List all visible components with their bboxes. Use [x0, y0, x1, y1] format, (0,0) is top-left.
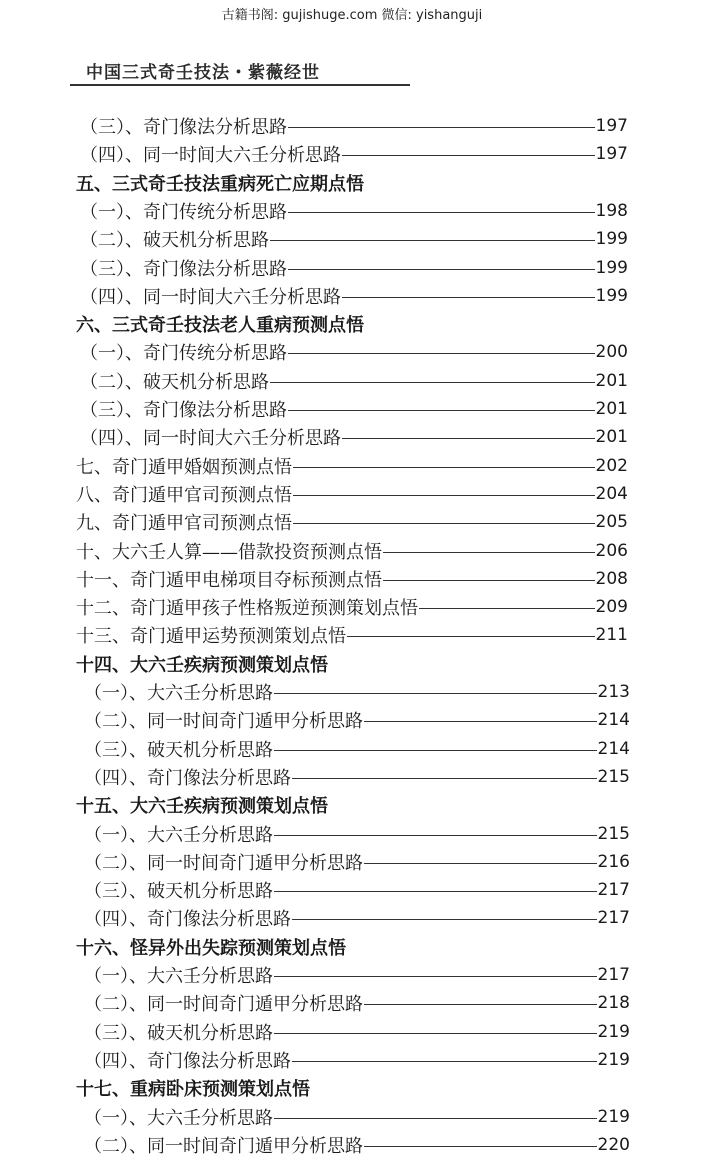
toc-entry-title: （三）、破天机分析思路	[84, 1023, 273, 1044]
toc-page-number: 214	[597, 710, 630, 730]
toc-entry	[76, 537, 628, 565]
toc-entry	[76, 480, 628, 508]
toc-entry-title: 十六、怪异外出失踪预测策划点悟	[76, 938, 346, 959]
toc-entry-title: （三）、破天机分析思路	[84, 740, 273, 761]
toc-entry-title: 十五、大六壬疾病预测策划点悟	[76, 796, 328, 817]
toc-page-number: 201	[595, 399, 628, 419]
toc-page-number: 200	[595, 342, 628, 362]
toc-entry	[80, 282, 628, 310]
toc-entry-title: （一）、大六壬分析思路	[84, 825, 273, 846]
toc-entry-title: （三）、破天机分析思路	[84, 881, 273, 902]
toc-entry-title: 十、大六壬人算——借款投资预测点悟	[76, 542, 382, 563]
toc-page-number: 219	[597, 1050, 630, 1070]
toc-entry-title: （二）、同一时间奇门遁甲分析思路	[84, 711, 363, 732]
toc-entry	[80, 367, 628, 395]
toc-leader-line	[364, 863, 597, 864]
running-header: 中国三式奇壬技法・紫薇经世	[86, 63, 320, 83]
toc-leader-line	[288, 410, 595, 411]
toc-entry	[80, 338, 628, 366]
toc-page-number: 217	[597, 965, 630, 985]
toc-entry-title: （一）、奇门传统分析思路	[80, 343, 287, 364]
toc-entry-title: （二）、破天机分析思路	[80, 372, 269, 393]
toc-entry-title: （一）、大六壬分析思路	[84, 1108, 273, 1129]
toc-page-number: 215	[597, 767, 630, 787]
toc-section-heading	[76, 1074, 636, 1102]
toc-entry	[84, 706, 630, 734]
toc-leader-line	[347, 636, 595, 637]
toc-entry	[76, 621, 628, 649]
toc-entry-title: （二）、同一时间奇门遁甲分析思路	[84, 1136, 363, 1157]
toc-entry-title: 六、三式奇壬技法老人重病预测点悟	[76, 315, 364, 336]
toc-leader-line	[274, 693, 597, 694]
toc-entry	[80, 395, 628, 423]
toc-entry-title: （四）、奇门像法分析思路	[84, 768, 291, 789]
toc-entry-title: 十四、大六壬疾病预测策划点悟	[76, 655, 328, 676]
toc-entry-title: （二）、同一时间奇门遁甲分析思路	[84, 853, 363, 874]
toc-entry	[84, 1103, 630, 1131]
toc-leader-line	[292, 778, 597, 779]
toc-page-number: 204	[595, 484, 628, 504]
toc-leader-line	[270, 382, 595, 383]
toc-entry	[84, 1131, 630, 1159]
toc-page-number: 205	[595, 512, 628, 532]
toc-entry	[76, 508, 628, 536]
toc-leader-line	[342, 155, 595, 156]
toc-entry	[80, 225, 628, 253]
toc-entry	[80, 140, 628, 168]
toc-entry	[84, 678, 630, 706]
toc-page-number: 202	[595, 456, 628, 476]
toc-entry-title: （一）、大六壬分析思路	[84, 966, 273, 987]
toc-leader-line	[274, 1033, 597, 1034]
toc-entry	[84, 961, 630, 989]
toc-leader-line	[292, 919, 597, 920]
toc-leader-line	[274, 750, 597, 751]
toc-entry-title: （四）、同一时间大六壬分析思路	[80, 287, 341, 308]
toc-entry	[84, 848, 630, 876]
toc-leader-line	[288, 353, 595, 354]
toc-page-number: 209	[595, 597, 628, 617]
toc-page-number: 198	[595, 201, 628, 221]
toc-entry-title: （四）、奇门像法分析思路	[84, 909, 291, 930]
toc-entry-title: （三）、奇门像法分析思路	[80, 117, 287, 138]
toc-entry	[84, 876, 630, 904]
toc-entry	[76, 452, 628, 480]
toc-entry	[76, 565, 628, 593]
toc-entry	[84, 989, 630, 1017]
toc-entry	[84, 820, 630, 848]
toc-leader-line	[270, 240, 595, 241]
toc-page-number: 197	[595, 116, 628, 136]
toc-entry-title: 七、奇门遁甲婚姻预测点悟	[76, 457, 292, 478]
toc-entry	[80, 423, 628, 451]
toc-entry-title: （四）、同一时间大六壬分析思路	[80, 145, 341, 166]
toc-entry-title: （四）、奇门像法分析思路	[84, 1051, 291, 1072]
toc-page-number: 201	[595, 427, 628, 447]
toc-entry-title: 九、奇门遁甲官司预测点悟	[76, 513, 292, 534]
toc-entry	[84, 1046, 630, 1074]
toc-page-number: 217	[597, 908, 630, 928]
toc-entry	[84, 1018, 630, 1046]
toc-entry	[80, 197, 628, 225]
toc-entry-title: （一）、大六壬分析思路	[84, 683, 273, 704]
toc-entry	[84, 735, 630, 763]
toc-page-number: 219	[597, 1107, 630, 1127]
toc-leader-line	[292, 1061, 597, 1062]
toc-page-number: 206	[595, 541, 628, 561]
toc-leader-line	[274, 835, 597, 836]
toc-leader-line	[274, 976, 597, 977]
toc-entry	[76, 593, 628, 621]
toc-section-heading	[76, 169, 636, 197]
toc-leader-line	[383, 580, 595, 581]
toc-leader-line	[274, 1118, 597, 1119]
toc-section-heading	[76, 650, 636, 678]
toc-entry-title: （三）、奇门像法分析思路	[80, 400, 287, 421]
toc-entry-title: （二）、破天机分析思路	[80, 230, 269, 251]
toc-page-number: 197	[595, 144, 628, 164]
toc-entry-title: 十一、奇门遁甲电梯项目夺标预测点悟	[76, 570, 382, 591]
toc-entry	[80, 254, 628, 282]
toc-entry	[84, 904, 630, 932]
toc-entry-title: 八、奇门遁甲官司预测点悟	[76, 485, 292, 506]
toc-leader-line	[383, 552, 595, 553]
toc-leader-line	[364, 1146, 597, 1147]
toc-page-number: 211	[595, 625, 628, 645]
toc-leader-line	[364, 1004, 597, 1005]
toc-leader-line	[342, 297, 595, 298]
toc-leader-line	[288, 127, 595, 128]
toc-page-number: 213	[597, 682, 630, 702]
toc-entry-title: 十三、奇门遁甲运势预测策划点悟	[76, 626, 346, 647]
toc-leader-line	[274, 891, 597, 892]
toc-entry-title: （三）、奇门像法分析思路	[80, 259, 287, 280]
toc-page-number: 201	[595, 371, 628, 391]
toc-leader-line	[419, 608, 595, 609]
toc-leader-line	[364, 721, 597, 722]
toc-section-heading	[76, 791, 636, 819]
toc-leader-line	[342, 438, 595, 439]
toc-page-number: 215	[597, 824, 630, 844]
toc-leader-line	[293, 523, 595, 524]
toc-entry-title: 五、三式奇壬技法重病死亡应期点悟	[76, 174, 364, 195]
toc-leader-line	[288, 269, 595, 270]
toc-page-number: 214	[597, 739, 630, 759]
toc-page-number: 216	[597, 852, 630, 872]
header-rule	[70, 84, 410, 86]
toc-page-number: 199	[595, 286, 628, 306]
toc-leader-line	[288, 212, 595, 213]
toc-page-number: 220	[597, 1135, 630, 1155]
toc-section-heading	[76, 310, 636, 338]
toc-section-heading	[76, 933, 636, 961]
toc-page-number: 199	[595, 229, 628, 249]
toc-entry	[84, 763, 630, 791]
toc-page-number: 208	[595, 569, 628, 589]
toc-page-number: 218	[597, 993, 630, 1013]
toc-page-number: 219	[597, 1022, 630, 1042]
toc-leader-line	[293, 495, 595, 496]
toc-entry-title: （一）、奇门传统分析思路	[80, 202, 287, 223]
toc-leader-line	[293, 467, 595, 468]
toc-entry-title: 十七、重病卧床预测策划点悟	[76, 1079, 310, 1100]
toc-page-number: 217	[597, 880, 630, 900]
toc-entry	[80, 112, 628, 140]
watermark-text: 古籍书阁: gujishuge.com 微信: yishanguji	[221, 8, 483, 23]
toc-entry-title: （二）、同一时间奇门遁甲分析思路	[84, 994, 363, 1015]
toc-entry-title: 十二、奇门遁甲孩子性格叛逆预测策划点悟	[76, 598, 418, 619]
toc-entry-title: （四）、同一时间大六壬分析思路	[80, 428, 341, 449]
toc-page-number: 199	[595, 258, 628, 278]
